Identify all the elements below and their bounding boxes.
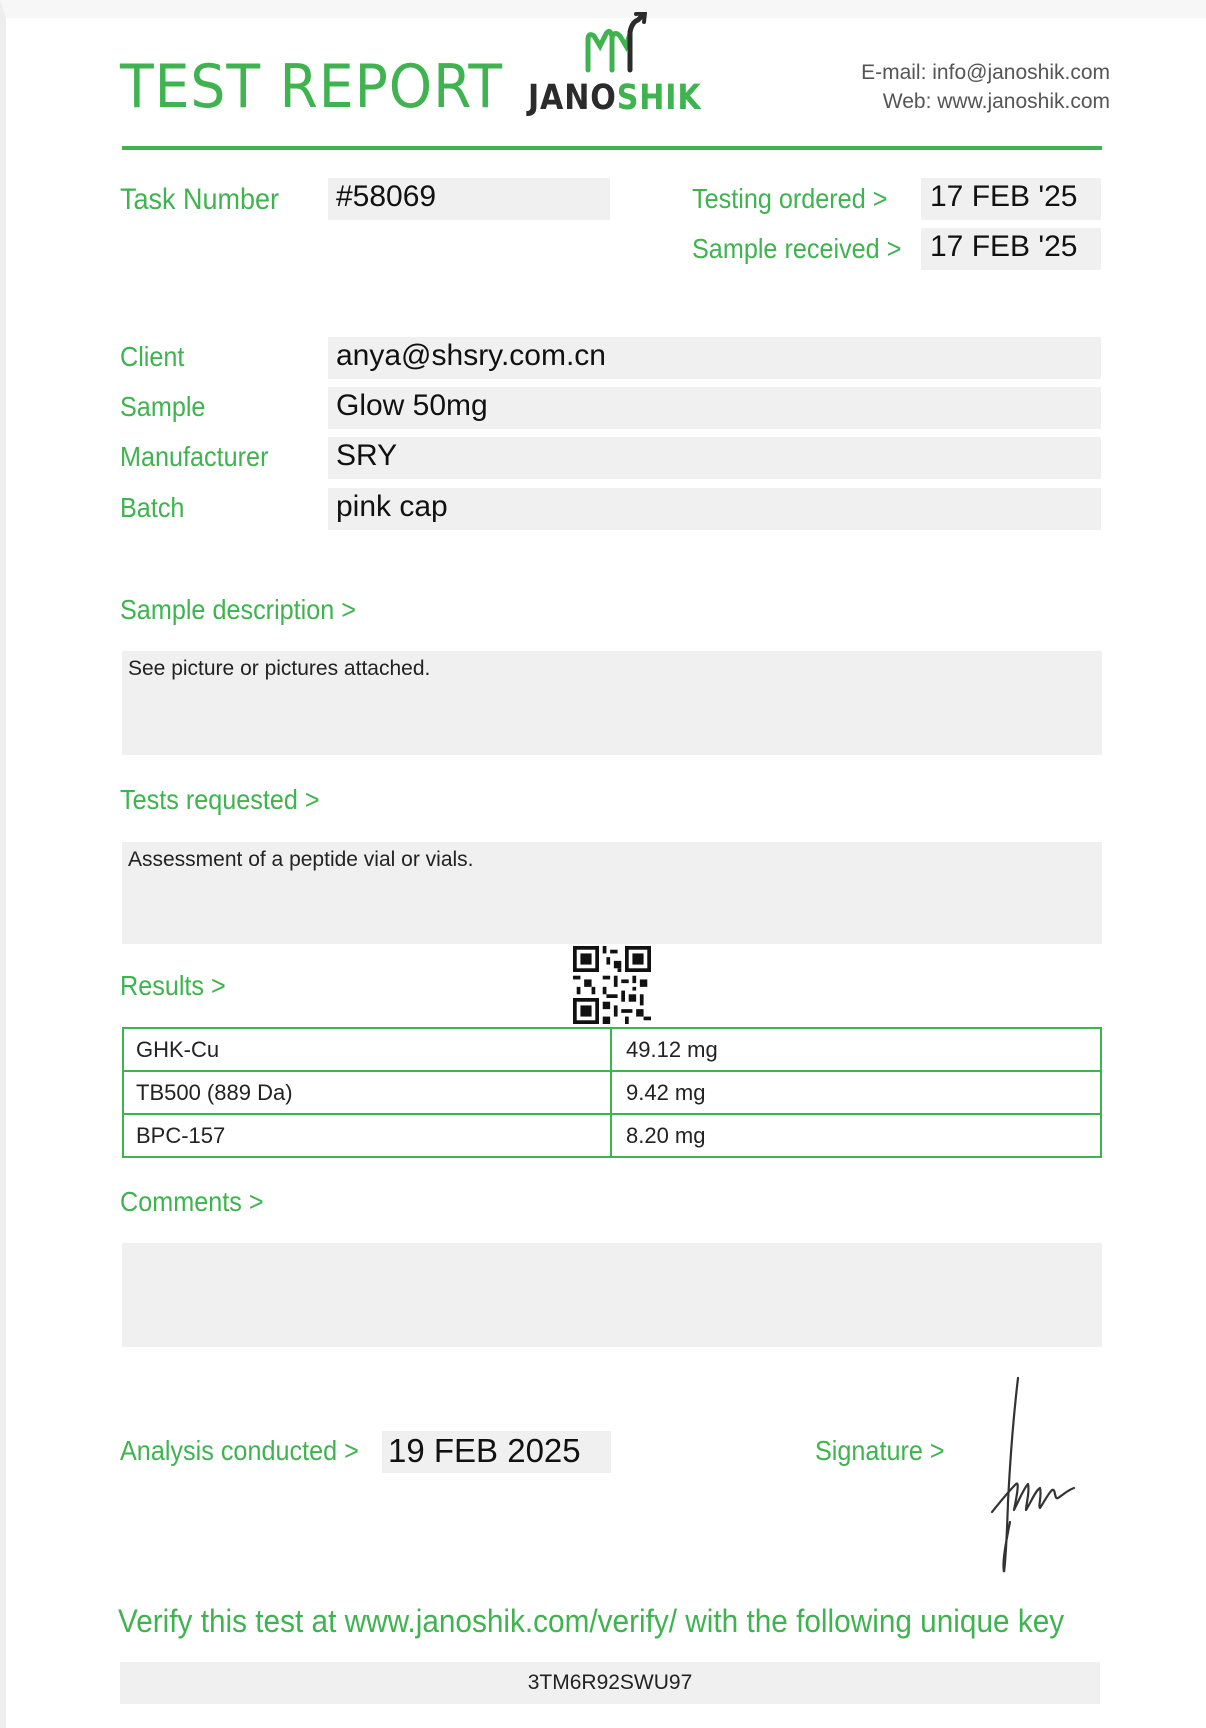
result-name: BPC-157 <box>123 1114 611 1157</box>
client-box <box>328 337 1101 379</box>
result-value: 8.20 mg <box>611 1114 1101 1157</box>
manufacturer-value: SRY <box>336 439 398 472</box>
web-text: Web: www.janoshik.com <box>882 90 1110 113</box>
tests-requested-label: Tests requested > <box>120 784 320 815</box>
sample-value: Glow 50mg <box>336 389 488 422</box>
janoshik-logo <box>528 12 702 118</box>
qr-code-icon <box>573 946 651 1024</box>
testing-ordered-value: 17 FEB '25 <box>930 180 1078 213</box>
verification-key: 3TM6R92SWU97 <box>120 1662 1100 1704</box>
task-number-box <box>328 178 610 220</box>
batch-label: Batch <box>120 492 185 523</box>
sample-received-value: 17 FEB '25 <box>930 230 1078 263</box>
report-title: TEST REPORT <box>120 52 504 122</box>
janoshik-logo-icon <box>582 12 652 74</box>
result-value: 9.42 mg <box>611 1071 1101 1114</box>
manufacturer-label: Manufacturer <box>120 441 269 472</box>
analysis-conducted-box <box>382 1431 611 1473</box>
tests-requested-text: Assessment of a peptide vial or vials. <box>128 848 474 871</box>
header-divider <box>122 146 1102 150</box>
sample-description-text: See picture or pictures attached. <box>128 657 431 680</box>
result-name: GHK-Cu <box>123 1028 611 1071</box>
contact-info <box>861 58 1110 116</box>
result-name: TB500 (889 Da) <box>123 1071 611 1114</box>
table-row <box>123 1028 1101 1071</box>
email-text: E-mail: info@janoshik.com <box>861 61 1110 84</box>
batch-box <box>328 488 1101 530</box>
results-label: Results > <box>120 970 226 1001</box>
manufacturer-box <box>328 437 1101 479</box>
signature-icon <box>980 1372 1080 1582</box>
logo-word-highlight: SHIK <box>616 78 702 118</box>
analysis-conducted-value: 19 FEB 2025 <box>388 1432 581 1469</box>
task-number-value: #58069 <box>336 180 437 213</box>
logo-word-part: JANO <box>528 78 617 118</box>
comments-label: Comments > <box>120 1186 264 1217</box>
testing-ordered-box <box>921 178 1101 220</box>
comments-box <box>122 1243 1102 1347</box>
logo-wordmark <box>528 78 702 118</box>
table-row <box>123 1071 1101 1114</box>
result-value: 49.12 mg <box>611 1028 1101 1071</box>
signature-label: Signature > <box>815 1435 945 1466</box>
sample-description-label: Sample description > <box>120 594 357 625</box>
sample-received-label: Sample received > <box>692 233 902 264</box>
batch-value: pink cap <box>336 490 448 523</box>
task-number-label: Task Number <box>120 183 280 216</box>
sample-received-box <box>921 228 1101 270</box>
tests-requested-box <box>122 842 1102 944</box>
results-table <box>122 1027 1102 1158</box>
sample-label: Sample <box>120 391 206 422</box>
verify-instruction: Verify this test at www.janoshik.com/verify/ with the following unique key <box>118 1603 1065 1639</box>
sample-box <box>328 387 1101 429</box>
testing-ordered-label: Testing ordered > <box>692 183 888 214</box>
client-value: anya@shsry.com.cn <box>336 339 606 372</box>
sample-description-box <box>122 651 1102 755</box>
analysis-conducted-label: Analysis conducted > <box>120 1435 359 1466</box>
table-row <box>123 1114 1101 1157</box>
client-label: Client <box>120 341 185 372</box>
